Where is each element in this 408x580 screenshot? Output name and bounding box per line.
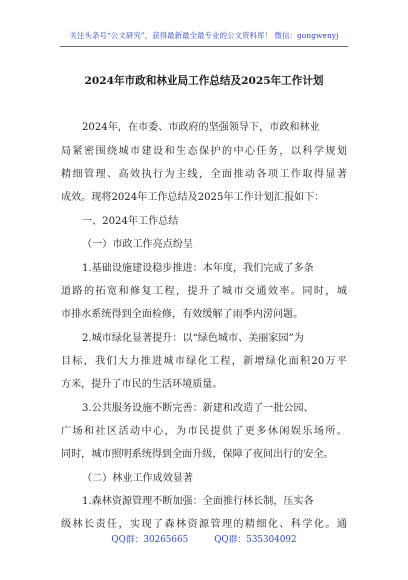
body-line: 市排水系统得到全面检修，有效缓解了雨季内涝问题。 (61, 309, 304, 320)
body-line: 道路的拓宽和修复工程，提升了城市交通效率。同时，城 (61, 286, 347, 297)
header-promo-note: 关注头条号“公文研究”，获得最新最全最专业的公文资料库！ 微信：gongwenyj (69, 31, 339, 40)
body-line: 2024年，在市委、市政府的坚强领导下，市政和林业 (82, 122, 320, 133)
body-line: 成效。现将2024年工作总结及2025年工作计划汇报如下： (61, 192, 325, 203)
footer-qq-group-1: QQ群：30265665 (111, 535, 189, 545)
body-line: 精细管理、高效执行为主线，全面推动各项工作取得显著 (61, 169, 347, 180)
document-title: 2024年市政和林业局工作总结及2025年工作计划 (84, 75, 324, 87)
body-line: 方米，提升了市民的生活环境质量。 (61, 379, 223, 390)
section-heading: 一、2024年工作总结 (82, 216, 179, 227)
body-line: 目标，我们大力推进城市绿化工程，新增绿化面积20万平 (61, 356, 347, 367)
header-divider (60, 46, 348, 47)
body-line: 1.森林资源管理不断加强：全面推行林长制，压实各 (82, 496, 314, 507)
body-line: 3.公共服务设施不断完善：新建和改造了一批公园、 (82, 403, 314, 414)
body-line: 同时，城市照明系统得到全面升级，保障了夜间出行的安全。 (61, 449, 334, 460)
subsection-heading: （一）市政工作亮点纷呈 (82, 239, 194, 250)
body-line: 广场和社区活动中心，为市民提供了更多休闲娱乐场所。 (61, 426, 347, 437)
footer-qq-group-2: QQ群：535304092 (214, 535, 297, 545)
footer-contact (0, 532, 408, 545)
body-line: 1.基础设施建设稳步推进：本年度，我们完成了多条 (82, 263, 314, 274)
subsection-heading: （二）林业工作成效显著 (82, 473, 194, 484)
body-line: 级林长责任，实现了森林资源管理的精细化、科学化。通 (61, 519, 347, 530)
body-line: 局紧密围绕城市建设和生态保护的中心任务，以科学规划 (61, 146, 347, 157)
body-line: 2.城市绿化显著提升：以“绿色城市、美丽家园”为 (82, 333, 304, 344)
